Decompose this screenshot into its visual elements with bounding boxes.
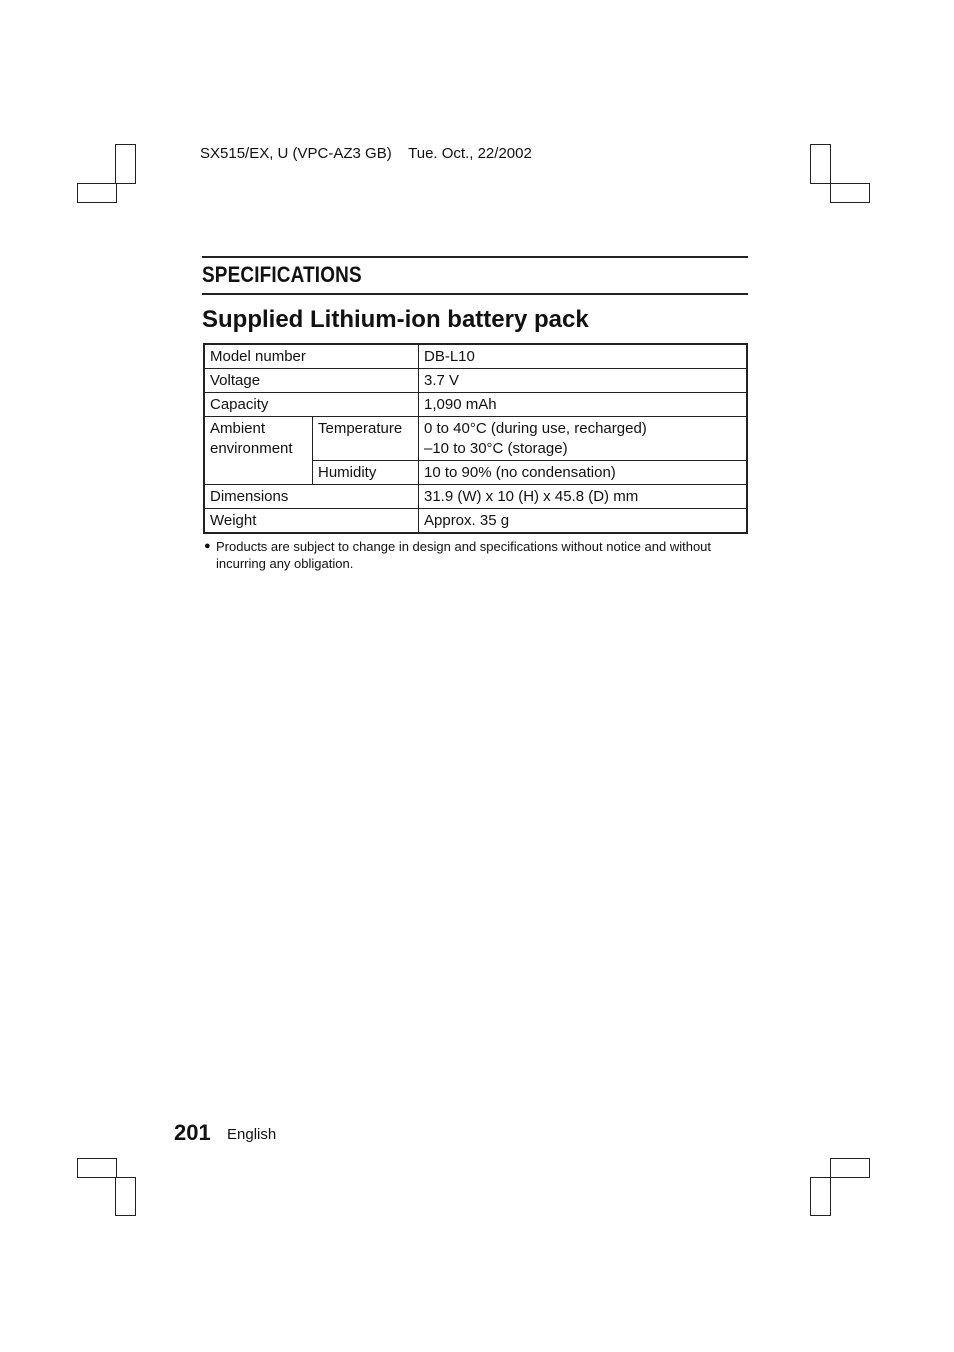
disclaimer-text: Products are subject to change in design and specifications without notice and without incurring any obligation.: [216, 539, 712, 571]
spec-value-capacity: 1,090 mAh: [419, 393, 748, 417]
spec-label-ambient-environment: [204, 417, 313, 485]
crop-mark-bottom-left-vertical: [115, 1177, 136, 1216]
spec-value-model-number: DB-L10: [419, 344, 748, 369]
spec-label-dimensions: Dimensions: [204, 485, 419, 509]
table-row: [204, 393, 747, 417]
section-rule-top: [202, 256, 748, 258]
crop-mark-top-right-vertical: [810, 144, 831, 184]
table-row: [204, 485, 747, 509]
table-row: [204, 509, 747, 534]
crop-mark-bottom-right-horizontal: [830, 1158, 870, 1178]
ambient-label-line2: environment: [210, 440, 293, 457]
spec-label-voltage: Voltage: [204, 369, 419, 393]
spec-value-humidity: 10 to 90% (no condensation): [419, 461, 748, 485]
page-language: English: [227, 1126, 277, 1143]
specifications-table: [203, 343, 748, 534]
spec-value-weight: Approx. 35 g: [419, 509, 748, 534]
document-header-info: SX515/EX, U (VPC-AZ3 GB) Tue. Oct., 22/2002: [200, 145, 532, 162]
spec-label-weight: Weight: [204, 509, 419, 534]
page-title: Supplied Lithium-ion battery pack: [202, 306, 589, 333]
crop-mark-top-left-vertical: [115, 144, 136, 184]
temperature-value-line2: –10 to 30°C (storage): [424, 440, 568, 457]
crop-mark-top-left-horizontal: [77, 183, 117, 203]
spec-label-model-number: Model number: [204, 344, 419, 369]
table-row: [204, 344, 747, 369]
spec-label-capacity: Capacity: [204, 393, 419, 417]
crop-mark-top-right-horizontal: [830, 183, 870, 203]
spec-value-voltage: 3.7 V: [419, 369, 748, 393]
crop-mark-bottom-right-vertical: [810, 1177, 831, 1216]
bullet-icon: ●: [204, 540, 211, 552]
table-row: [204, 417, 747, 461]
section-rule-bottom: [202, 293, 748, 295]
spec-label-temperature: Temperature: [313, 417, 419, 461]
section-heading: SPECIFICATIONS: [202, 262, 362, 287]
page-number: 201: [174, 1120, 211, 1145]
crop-mark-bottom-left-horizontal: [77, 1158, 117, 1178]
spec-value-temperature: [419, 417, 748, 461]
table-row: [204, 369, 747, 393]
temperature-value-line1: 0 to 40°C (during use, recharged): [424, 420, 647, 437]
disclaimer-note: [204, 538, 744, 572]
ambient-label-line1: Ambient: [210, 420, 266, 437]
spec-label-humidity: Humidity: [313, 461, 419, 485]
spec-value-dimensions: 31.9 (W) x 10 (H) x 45.8 (D) mm: [419, 485, 748, 509]
